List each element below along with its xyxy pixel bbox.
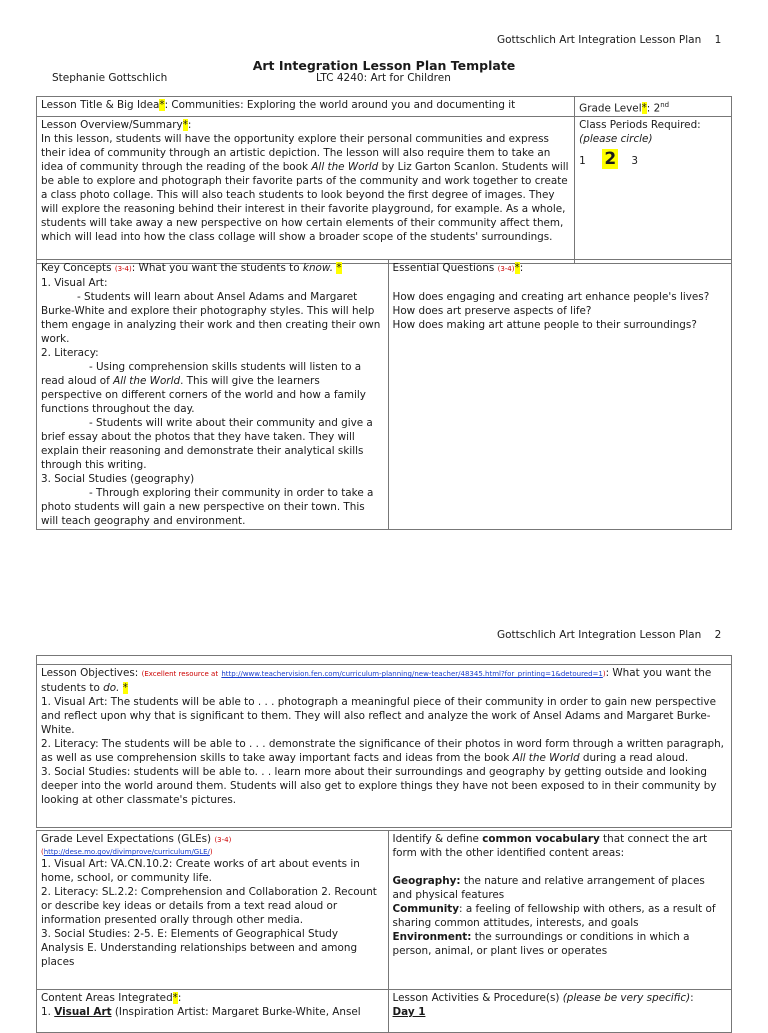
page-number: 2 bbox=[714, 629, 722, 641]
lesson-title-cell: Lesson Title & Big Idea*: Communities: Exploring the world around you and documenting it bbox=[37, 97, 575, 117]
teachervision-link[interactable]: http://www.teachervision.fen.com/curriculum-planning/new-teacher/48345.html?for_printing=1&detoured=1 bbox=[221, 670, 603, 678]
concepts-table bbox=[36, 259, 732, 530]
period-option-3: 3 bbox=[631, 155, 638, 168]
course-name: LTC 4240: Art for Children bbox=[316, 72, 451, 84]
page-header-2: Gottschlich Art Integration Lesson Plan 2 bbox=[497, 629, 722, 641]
overview-cell: Lesson Overview/Summary*: In this lesson, students will have the opportunity explore their personal communities and express their idea of community through an artistic depiction. The lesson will also require them to take an idea of community through the reading of the book All the World by Liz Garton Scanlon. Students will be able to explore and photograph their favorite parts of the community and work together to create a class photo collage. This will also teach students to look beyond the first degree of images. They will explore the reasoning behind their interest in their favorite playground, for example. As a whole, students will take away a new perspective on how certain elements of their community affect them, which will lead into how the class collage will show a broader scope of the students' surroundings. bbox=[37, 117, 575, 264]
essential-questions-cell: Essential Questions (3-4)*: How does engaging and creating art enhance people's lives? How does art preserve aspects of life? How does making art attune people to their surroundings? bbox=[388, 260, 732, 530]
lesson-activities-cell: Lesson Activities & Procedure(s) (please be very specific): Day 1 bbox=[388, 990, 732, 1033]
page-header: Gottschlich Art Integration Lesson Plan 1 bbox=[497, 34, 722, 46]
gle-link[interactable]: http://dese.mo.gov/divimprove/curriculum/GLE/ bbox=[43, 848, 210, 856]
period-option-1: 1 bbox=[579, 155, 586, 168]
page-number: 1 bbox=[714, 34, 722, 46]
key-concepts-cell: Key Concepts (3-4): What you want the students to know. * 1. Visual Art: - Students will learn about Ansel Adams and Margaret Burke-White and explore their photography styles. This will help them engage in analyzing their work and then creating their own work. 2. Literacy: - Using comprehension skills students will listen to a read aloud of All the World. This will give the learners perspective on different corners of the world and how a family functions throughout the day. - Students will write about their community and give a brief essay about the photos that they have taken. They will explain their reasoning and demonstrate their analytical skills through this writing. 3. Social Studies (geography) - Through exploring their community in order to take a photo students will gain a new perspective on their town. This will teach geography and environment. bbox=[37, 260, 389, 530]
lesson-objectives-cell: Lesson Objectives: (Excellent resource at http://www.teachervision.fen.com/curriculum-planning/new-teacher/48345.html?for_printing=1&detoured=1): What you want the students to do. * 1. Visual Art: The students will be able to . . . photograph a meaningful piece of their community in order to gain new perspective and reflect upon why that is significant to them. They will also reflect and analyze the work of Ansel Adams and Margaret Burke-White. 2. Literacy: The students will be able to . . . demonstrate the significance of their photos in word form through a written paragraph, as well as use comprehension skills to take away important facts and ideas from the book All the World during a read aloud. 3. Social Studies: students will be able to. . . learn more about their surroundings and geography by getting outside and looking deeper into the world around them. Students will also get to explore things they have not been exposed to in their community by looking at other classmate's pictures. bbox=[37, 665, 732, 828]
gle-table bbox=[36, 830, 732, 1033]
document-title: Art Integration Lesson Plan Template bbox=[252, 58, 516, 73]
vocabulary-cell: Identify & define common vocabulary that connect the art form with the other identified content areas: Geography: the nature and relative arrangement of places and physical features Community: a feeling of fellowship with others, as a result of sharing common attitudes, interests, and goals Environment: the surroundings or conditions in which a person, animal, or plant lives or operates bbox=[388, 831, 732, 990]
content-areas-cell: Content Areas Integrated*: 1. Visual Art (Inspiration Artist: Margaret Burke-White, Ansel bbox=[37, 990, 389, 1033]
overview-text: In this lesson, students will have the opportunity explore their personal communities and express their idea of community through an artistic depiction. The lesson will also require them to take an idea of community through the reading of the book All the World by Liz Garton Scanlon. Students will be able to explore and photograph their favorite parts of the community and work together to create a class photo collage. This will also teach students to look beyond the first degree of images. They will explore the reasoning behind their interest in their favorite playground, for example. As a whole, students will take away a new perspective on how certain elements of their community affect them, which will lead into how the class collage will show a broader scope of the students' surroundings. bbox=[41, 133, 569, 244]
lesson-table-1 bbox=[36, 96, 732, 264]
objectives-table bbox=[36, 655, 732, 828]
class-periods-cell: Class Periods Required: (please circle) 1 2 3 bbox=[575, 117, 732, 264]
author-name: Stephanie Gottschlich bbox=[52, 72, 168, 84]
gle-cell: Grade Level Expectations (GLEs) (3-4) (http://dese.mo.gov/divimprove/curriculum/GLE/) 1. Visual Art: VA.CN.10.2: Create works of art about events in home, school, or community life. 2. Literacy: SL.2.2: Comprehension and Collaboration 2. Recount or describe key ideas or details from a text read aloud or information presented orally through other media. 3. Social Studies: 2-5. E: Elements of Geographical Study Analysis E. Understanding relationships between and among places bbox=[37, 831, 389, 990]
table-top-row bbox=[37, 656, 732, 665]
grade-level-cell: Grade Level*: 2nd bbox=[575, 97, 732, 117]
period-option-2-selected: 2 bbox=[604, 149, 617, 170]
